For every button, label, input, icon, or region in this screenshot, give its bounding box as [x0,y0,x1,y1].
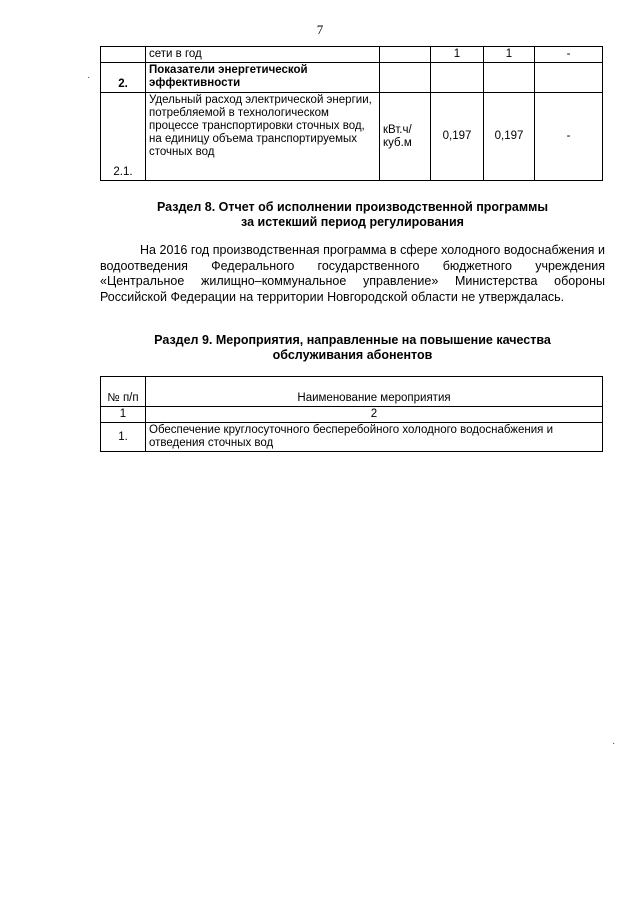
col-number-index: 1 [101,407,146,423]
col-number-header: № п/п [101,377,146,407]
measure-name: Обеспечение круглосуточного бесперебойного холодного водоснабжения и отведения сточных вод [146,423,603,452]
page-number: 7 [316,22,324,37]
table-header-row [101,377,603,407]
indicator-value-2: 1 [484,47,535,63]
row-number: 2.1. [101,93,146,181]
margin-mark: · [87,72,91,83]
indicator-value-1: 1 [431,47,484,63]
section-9-title-line2: обслуживания абонентов [272,348,433,362]
indicator-value-1: 0,197 [431,93,484,181]
indicator-group-name: Показатели энергетической эффективности [146,63,380,93]
table-row [101,423,603,452]
indicator-value-2 [484,63,535,93]
section-8-text: На 2016 год производственная программа в сфере холодного водоснабжения и водоотведения Федерального государственного бюджетного учреждения «Центральное жилищно–коммунальное управление» Министерства обороны Российской Федерации на территории Новгородской области не утверждалась. [100,243,605,304]
row-number: 2. [101,63,146,93]
table-row [101,47,603,63]
indicator-unit: кВт.ч/куб.м [380,93,431,181]
col-name-header: Наименование мероприятия [146,377,603,407]
indicator-unit [380,47,431,63]
indicator-value-1 [431,63,484,93]
table-row [101,63,603,93]
indicator-value-3 [535,63,603,93]
table-row [101,93,603,181]
indicators-table [100,46,603,181]
section-8-title [100,200,605,230]
row-number [101,47,146,63]
margin-mark: · [612,738,616,749]
indicator-name: сети в год [146,47,380,63]
col-name-index: 2 [146,407,603,423]
indicator-value-2: 0,197 [484,93,535,181]
measures-table [100,376,603,452]
section-8-title-line2: за истекший период регулирования [241,215,464,229]
indicator-value-3: - [535,47,603,63]
row-number: 1. [101,423,146,452]
indicator-name: Удельный расход электрической энергии, потребляемой в технологическом процессе транспортировки сточных вод, на единицу объема транспортируемых сточных вод [146,93,380,181]
indicator-unit [380,63,431,93]
section-8-title-line1: Раздел 8. Отчет об исполнении производственной программы [156,200,549,214]
table-index-row [101,407,603,423]
indicator-value-3: - [535,93,603,181]
section-9-title [100,333,605,363]
section-9-title-line1: Раздел 9. Мероприятия, направленные на повышение качества [154,333,551,347]
